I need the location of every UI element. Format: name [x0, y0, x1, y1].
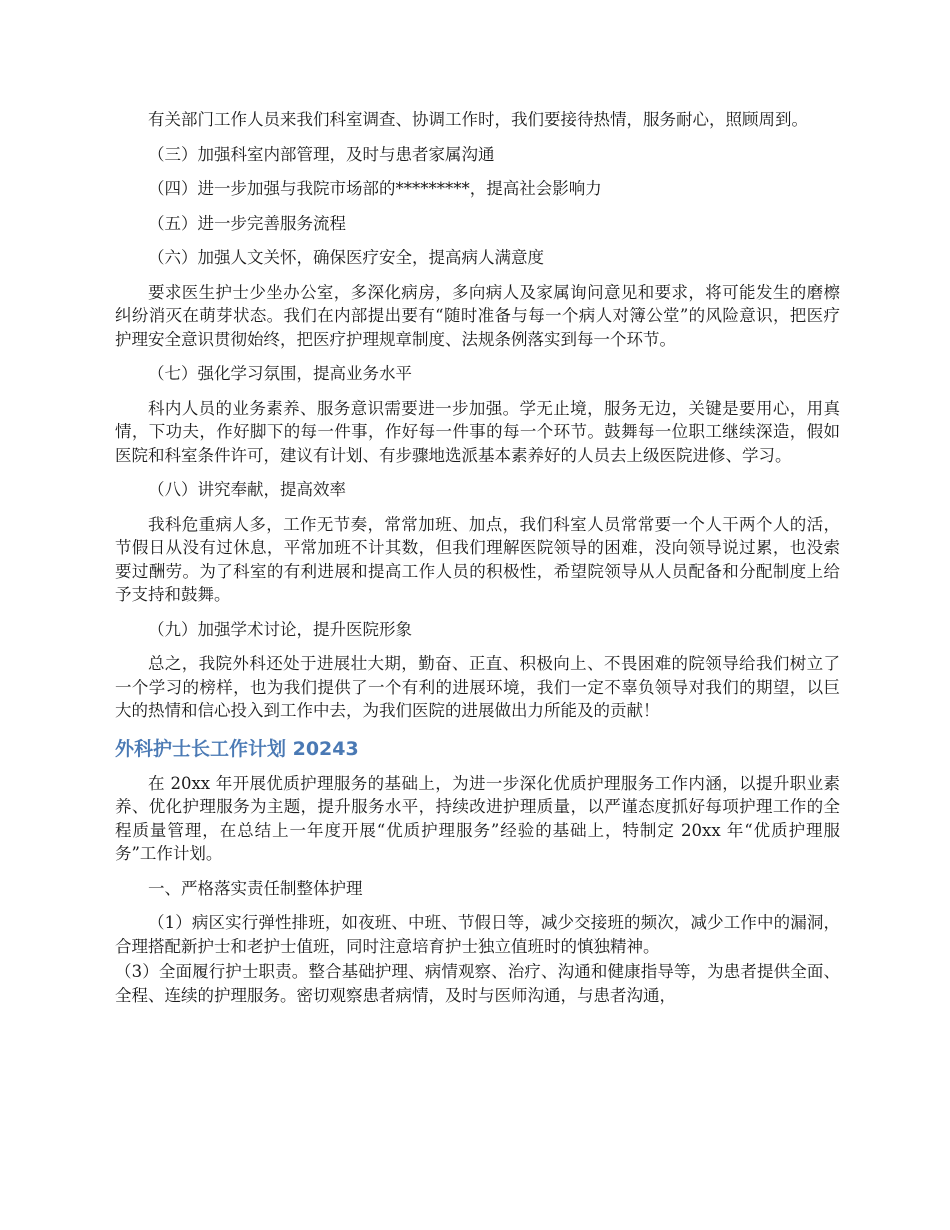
paragraph: 要求医生护士少坐办公室，多深化病房，多向病人及家属询问意见和要求，将可能发生的磨檫纠纷消灭在萌芽状态。我们在内部提出要有“随时准备与每一个病人对簿公堂”的风险意识，把医疗护理安全意识贯彻始终，把医疗护理规章制度、法规条例落实到每一个环节。 — [115, 282, 840, 349]
document-page — [115, 108, 840, 1018]
section-heading: （六）加强人文关怀，确保医疗安全，提高病人满意度 — [148, 248, 544, 267]
section-heading: （七）强化学习氛围，提高业务水平 — [148, 364, 412, 383]
paragraph: 有关部门工作人员来我们科室调查、协调工作时，我们要接待热情，服务耐心，照顾周到。 — [148, 110, 808, 129]
paragraph: 我科危重病人多，工作无节奏，常常加班、加点，我们科室人员常常要一个人干两个人的活，节假日从没有过休息，平常加班不计其数，但我们理解医院领导的困难，没向领导说过累，也没索要过酬劳。为了科室的有利进展和提高工作人员的积极性，希望院领导从人员配备和分配制度上给予支持和鼓舞。 — [115, 514, 840, 604]
section-heading: （四）进一步加强与我院市场部的*********，提高社会影响力 — [148, 179, 602, 198]
paragraph: 在 20xx 年开展优质护理服务的基础上，为进一步深化优质护理服务工作内涵，以提升职业素养、优化护理服务为主题，提升服务水平，持续改进护理质量，以严谨态度抓好每项护理工作的全程质量管理，在总结上一年度开展“优质护理服务”经验的基础上，特制定 20xx 年“优质护理服务”工作计划。 — [115, 773, 840, 863]
paragraph: （1）病区实行弹性排班，如夜班、中班、节假日等，减少交接班的频次，减少工作中的漏洞，合理搭配新护士和老护士值班，同时注意培育护士独立值班时的慎独精神。 — [115, 913, 840, 956]
paragraph: 科内人员的业务素养、服务意识需要进一步加强。学无止境，服务无边，关键是要用心，用真情，下功夫，作好脚下的每一件事，作好每一件事的每一个环节。鼓舞每一位职工继续深造，假如医院和科室条件许可，建议有计划、有步骤地选派基本素养好的人员去上级医院进修、学习。 — [115, 398, 840, 465]
paragraph: （3）全面履行护士职责。整合基础护理、病情观察、治疗、沟通和健康指导等，为患者提供全面、全程、连续的护理服务。密切观察患者病情，及时与医师沟通，与患者沟通， — [115, 962, 840, 1005]
section-heading: （九）加强学术讨论，提升医院形象 — [148, 619, 412, 639]
section-heading: （三）加强科室内部管理，及时与患者家属沟通 — [148, 144, 495, 164]
section-heading: （八）讲究奉献，提高效率 — [148, 480, 346, 499]
section-heading: （五）进一步完善服务流程 — [148, 213, 346, 233]
document-heading: 外科护士长工作计划 20243 — [115, 737, 359, 760]
section-heading: 一、严格落实责任制整体护理 — [148, 878, 363, 898]
paragraph: 总之，我院外科还处于进展壮大期，勤奋、正直、积极向上、不畏困难的院领导给我们树立了一个学习的榜样，也为我们提供了一个有利的进展环境，我们一定不辜负领导对我们的期望，以巨大的热情和信心投入到工作中去，为我们医院的进展做出力所能及的贡献！ — [115, 654, 840, 720]
